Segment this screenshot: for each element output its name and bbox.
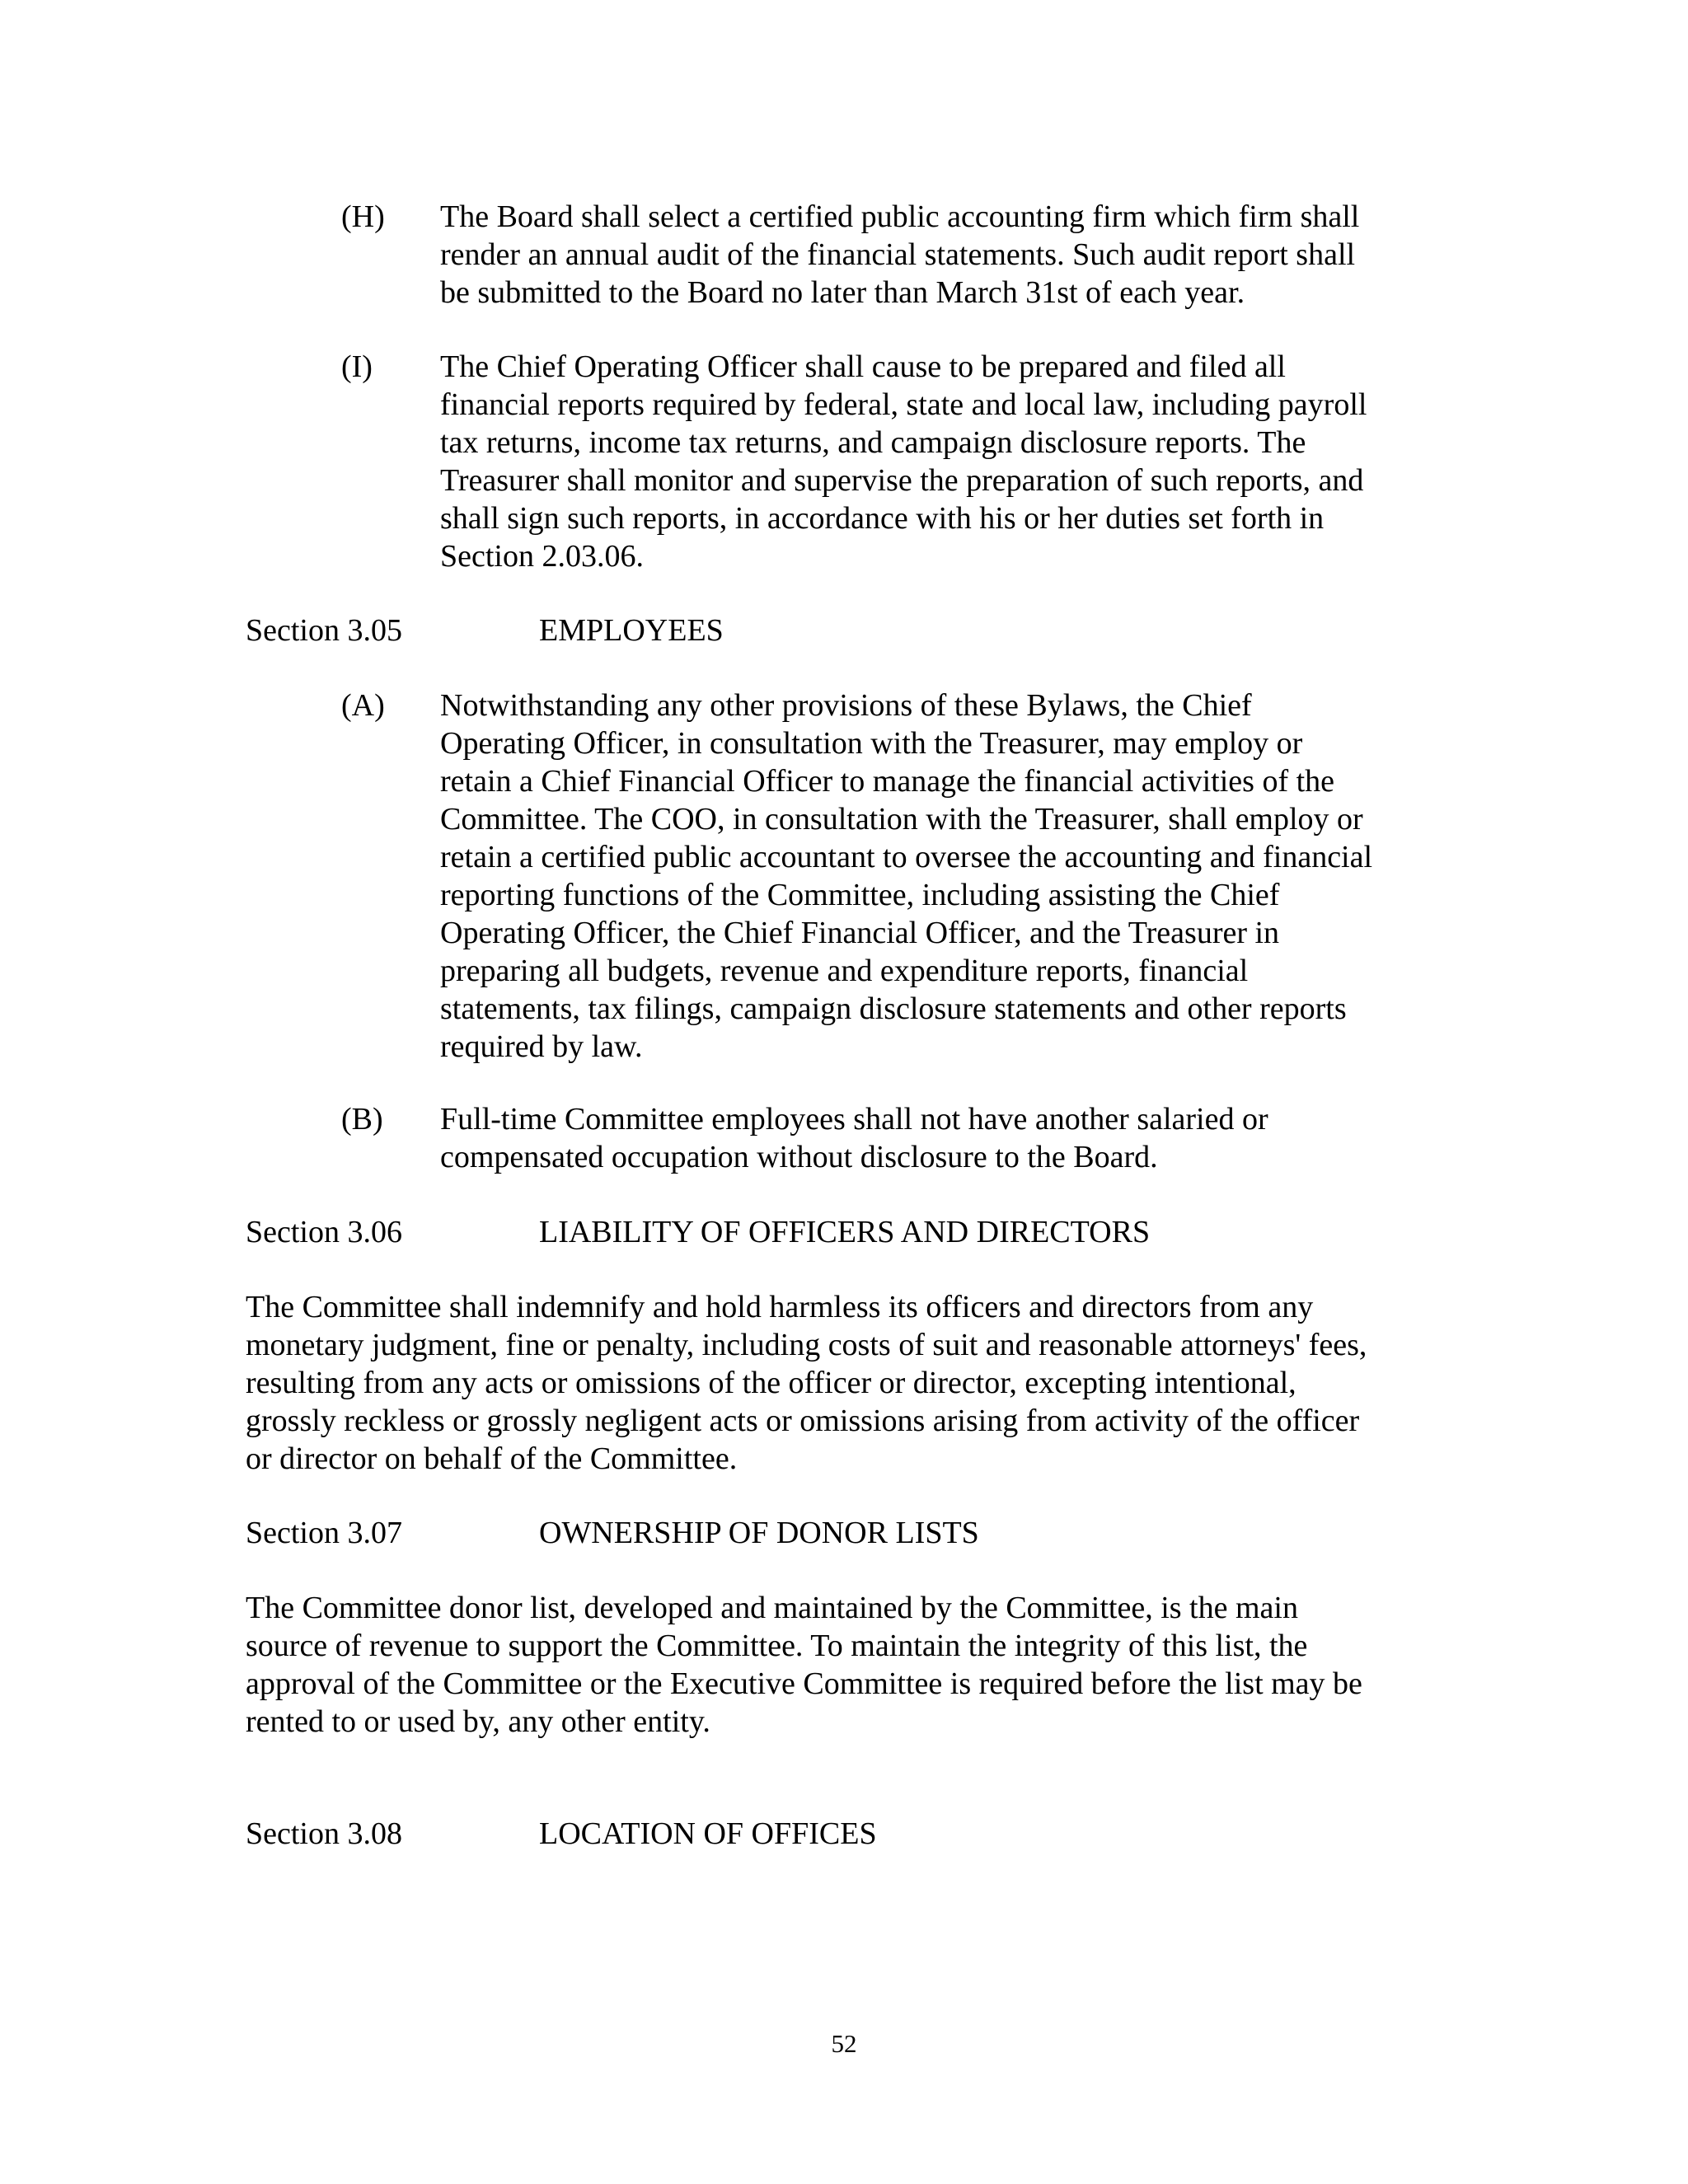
item-label: (A) — [341, 688, 385, 723]
paragraph-line: grossly reckless or grossly negligent acts or omissions arising from activity of the officer — [246, 1404, 1360, 1438]
section-title: LOCATION OF OFFICES — [539, 1816, 877, 1851]
paragraph-line: or director on behalf of the Committee. — [246, 1441, 738, 1476]
item-body — [440, 1100, 1268, 1176]
section-paragraph-3-06 — [246, 1288, 1367, 1478]
item-line: compensated occupation without disclosure to the Board. — [440, 1140, 1158, 1174]
paragraph-line: source of revenue to support the Committee. To maintain the integrity of this list, the — [246, 1629, 1308, 1663]
item-line: Notwithstanding any other provisions of these Bylaws, the Chief — [440, 688, 1252, 723]
item-line: tax returns, income tax returns, and campaign disclosure reports. The — [440, 425, 1306, 460]
item-line: Committee. The COO, in consultation with the Treasurer, shall employ or — [440, 802, 1363, 837]
item-line: reporting functions of the Committee, including assisting the Chief — [440, 878, 1280, 912]
item-line: financial reports required by federal, state and local law, including payroll — [440, 387, 1367, 422]
page-number: 52 — [831, 2029, 857, 2058]
item-line: Section 2.03.06. — [440, 539, 644, 574]
item-line: The Chief Operating Officer shall cause to be prepared and filed all — [440, 349, 1286, 384]
item-body — [440, 198, 1359, 312]
section-number: Section 3.05 — [246, 613, 402, 648]
paragraph-line: monetary judgment, fine or penalty, including costs of suit and reasonable attorneys' fees, — [246, 1328, 1367, 1362]
item-line: render an annual audit of the financial statements. Such audit report shall — [440, 237, 1356, 272]
section-title: EMPLOYEES — [539, 613, 724, 648]
section-number: Section 3.06 — [246, 1215, 402, 1249]
item-line: shall sign such reports, in accordance with his or her duties set forth in — [440, 501, 1325, 536]
paragraph-line: approval of the Committee or the Executive Committee is required before the list may be — [246, 1666, 1362, 1701]
item-body — [440, 687, 1372, 1066]
item-line: Operating Officer, the Chief Financial Officer, and the Treasurer in — [440, 916, 1280, 950]
paragraph-line: rented to or used by, any other entity. — [246, 1704, 710, 1739]
item-line: Treasurer shall monitor and supervise the preparation of such reports, and — [440, 463, 1364, 498]
item-line: be submitted to the Board no later than March 31st of each year. — [440, 275, 1245, 310]
item-body — [440, 348, 1367, 575]
item-line: preparing all budgets, revenue and expenditure reports, financial — [440, 954, 1249, 988]
item-line: required by law. — [440, 1029, 643, 1064]
section-paragraph-3-07 — [246, 1589, 1362, 1741]
item-line: retain a Chief Financial Officer to manage the financial activities of the — [440, 764, 1335, 799]
section-number: Section 3.07 — [246, 1516, 402, 1550]
item-label: (B) — [341, 1102, 383, 1137]
item-line: statements, tax filings, campaign disclosure statements and other reports — [440, 991, 1347, 1026]
item-line: Operating Officer, in consultation with the Treasurer, may employ or — [440, 726, 1303, 761]
section-number: Section 3.08 — [246, 1816, 402, 1851]
paragraph-line: The Committee donor list, developed and maintained by the Committee, is the main — [246, 1591, 1298, 1625]
section-title: LIABILITY OF OFFICERS AND DIRECTORS — [539, 1215, 1151, 1249]
item-line: Full-time Committee employees shall not have another salaried or — [440, 1102, 1268, 1137]
item-line: The Board shall select a certified public accounting firm which firm shall — [440, 199, 1360, 234]
paragraph-line: The Committee shall indemnify and hold harmless its officers and directors from any — [246, 1290, 1314, 1324]
paragraph-line: resulting from any acts or omissions of the officer or director, excepting intentional, — [246, 1366, 1296, 1400]
item-line: retain a certified public accountant to oversee the accounting and financial — [440, 840, 1373, 874]
item-label: (I) — [341, 349, 373, 384]
item-label: (H) — [341, 199, 385, 234]
section-title: OWNERSHIP OF DONOR LISTS — [539, 1516, 979, 1550]
